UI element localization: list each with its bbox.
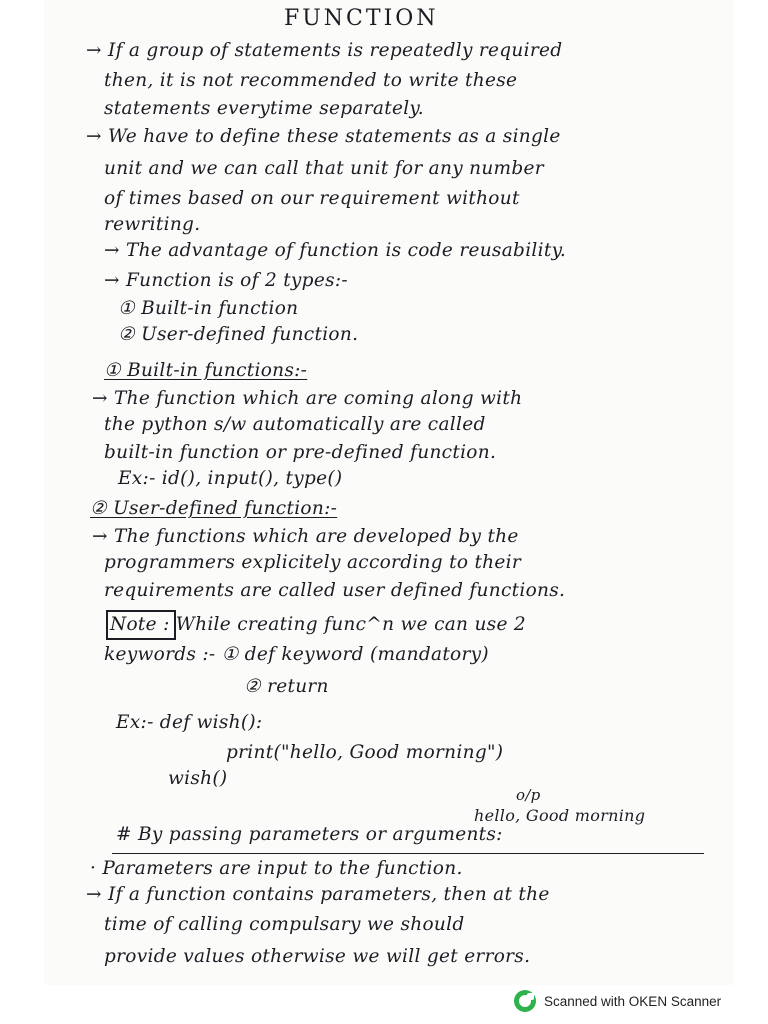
text-line: statements everytime separately.: [104, 98, 424, 119]
code-line: print("hello, Good morning"): [226, 742, 504, 763]
list-item: ② return: [244, 676, 329, 697]
text-line: → The functions which are developed by the: [92, 526, 519, 547]
text-line: Ex:- id(), input(), type(): [118, 468, 343, 489]
section-heading: # By passing parameters or arguments:: [116, 824, 503, 845]
text-line: the python s/w automatically are called: [104, 414, 486, 435]
code-line: Ex:- def wish():: [116, 712, 263, 733]
scanner-text: Scanned with OKEN Scanner: [544, 993, 722, 1009]
text-line: built-in function or pre-defined function.: [104, 442, 497, 463]
scanner-watermark: [514, 988, 721, 1014]
text-line: → Function is of 2 types:-: [104, 270, 348, 291]
output-text: hello, Good morning: [474, 806, 646, 825]
text-line: · Parameters are input to the function.: [90, 858, 463, 879]
note-line: Note : While creating func^n we can use 2: [110, 614, 526, 635]
output-label: o/p: [516, 786, 541, 804]
section-heading: ② User-defined function:-: [90, 498, 338, 519]
text-line: unit and we can call that unit for any number: [104, 158, 544, 179]
text-line: → We have to define these statements as a single: [86, 126, 561, 147]
text-line: programmers explicitely according to their: [104, 552, 521, 573]
text-line: → The function which are coming along with: [92, 388, 523, 409]
text-line: provide values otherwise we will get errors.: [104, 946, 531, 967]
text-line: keywords :- ① def keyword (mandatory): [104, 644, 489, 665]
text-line: → The advantage of function is code reusability.: [104, 240, 567, 261]
page-title: FUNCTION: [284, 6, 439, 31]
heading-underline: [112, 853, 704, 854]
section-heading: ① Built-in functions:-: [104, 360, 308, 381]
oken-scanner-logo-icon: [514, 990, 536, 1012]
list-item: ② User-defined function.: [118, 324, 359, 345]
text-line: time of calling compulsary we should: [104, 914, 465, 935]
text-line: requirements are called user defined functions.: [104, 580, 566, 601]
text-line: of times based on our requirement without: [104, 188, 520, 209]
text-line: then, it is not recommended to write these: [104, 70, 518, 91]
list-item: ① Built-in function: [118, 298, 299, 319]
text-line: rewriting.: [104, 214, 201, 235]
text-line: → If a function contains parameters, then at the: [86, 884, 550, 905]
text-line: → If a group of statements is repeatedly required: [86, 40, 563, 61]
code-line: wish(): [168, 768, 228, 789]
